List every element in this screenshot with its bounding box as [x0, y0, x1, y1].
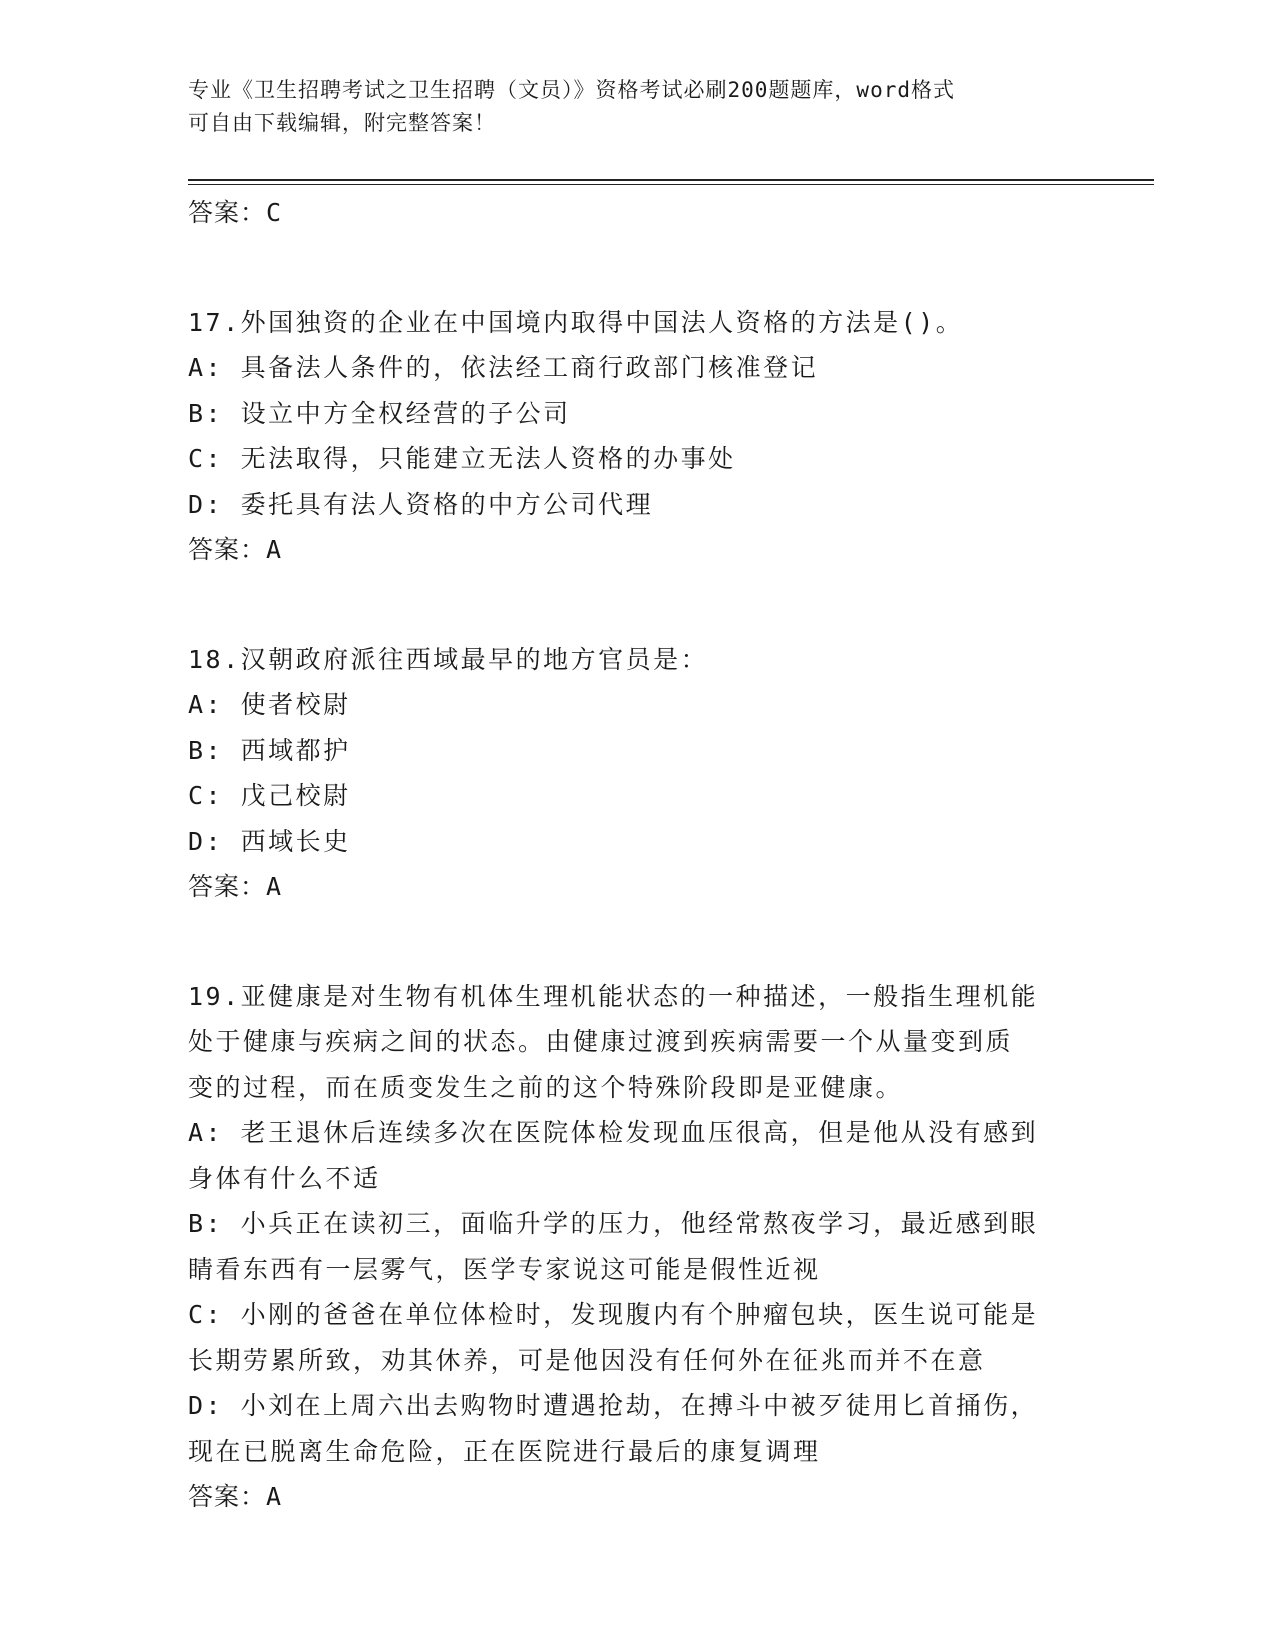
answer: [188, 1474, 1088, 1520]
option-c: C: 戊己校尉: [188, 781, 351, 810]
header-line-1: 专业《卫生招聘考试之卫生招聘（文员）》资格考试必刷200题题库，word格式: [188, 78, 955, 102]
header-divider: [188, 179, 1154, 181]
question-stem-line: 19.亚健康是对生物有机体生理机能状态的一种描述，一般指生理机能: [188, 981, 1039, 1011]
question-list: [188, 190, 1088, 1520]
answer: [188, 864, 1088, 910]
option-a-continued: 身体有什么不适: [188, 1163, 381, 1193]
option-c: C: 小刚的爸爸在单位体检时，发现腹内有个肿瘤包块，医生说可能是: [188, 1300, 1039, 1329]
answer-value: A: [266, 872, 282, 901]
option-a: A: 使者校尉: [188, 690, 351, 719]
option-b: B: 小兵正在读初三，面临升学的压力，他经常熬夜学习，最近感到眼: [188, 1209, 1039, 1238]
option-c-continued: 长期劳累所致，劝其休养，可是他因没有任何外在征兆而并不在意: [188, 1345, 986, 1375]
question-19: [188, 974, 1088, 1520]
answer-label: 答案：: [188, 198, 267, 227]
option-d: D: 委托具有法人资格的中方公司代理: [188, 489, 654, 519]
option-d-continued: 现在已脱离生命危险，正在医院进行最后的康复调理: [188, 1436, 821, 1466]
option-c: C: 无法取得，只能建立无法人资格的办事处: [188, 444, 736, 473]
answer-label: 答案：: [188, 872, 267, 901]
question-stem: 17.外国独资的企业在中国境内取得中国法人资格的方法是()。: [188, 307, 964, 337]
question-stem: 18.汉朝政府派往西域最早的地方官员是：: [188, 644, 709, 674]
header-divider-thin: [188, 184, 1154, 185]
answer-label: 答案：: [188, 535, 267, 564]
option-b: B: 设立中方全权经营的子公司: [188, 398, 571, 428]
option-b-continued: 睛看东西有一层雾气，医学专家说这可能是假性近视: [188, 1254, 821, 1284]
header-line-2: 可自由下载编辑，附完整答案！: [188, 111, 496, 135]
option-a: A: 具备法人条件的，依法经工商行政部门核准登记: [188, 353, 819, 382]
question-stem-line: 变的过程，而在质变发生之前的这个特殊阶段即是亚健康。: [188, 1072, 904, 1102]
answer-label: 答案：: [188, 1482, 267, 1511]
question-stem-line: 处于健康与疾病之间的状态。由健康过渡到疾病需要一个从量变到质: [188, 1027, 1014, 1056]
answer-value: C: [266, 198, 282, 227]
option-d: D: 西域长史: [188, 826, 351, 856]
answer-value: A: [266, 1482, 282, 1511]
option-d: D: 小刘在上周六出去购物时遭遇抢劫，在搏斗中被歹徒用匕首捅伤，: [188, 1391, 1039, 1420]
previous-answer: [188, 190, 1088, 236]
answer: [188, 527, 1088, 573]
option-a: A: 老王退休后连续多次在医院体检发现血压很高，但是他从没有感到: [188, 1118, 1039, 1147]
document-header: [188, 74, 1088, 140]
question-18: [188, 637, 1088, 910]
answer-value: A: [266, 535, 282, 564]
question-17: [188, 300, 1088, 573]
option-b: B: 西域都护: [188, 735, 351, 765]
